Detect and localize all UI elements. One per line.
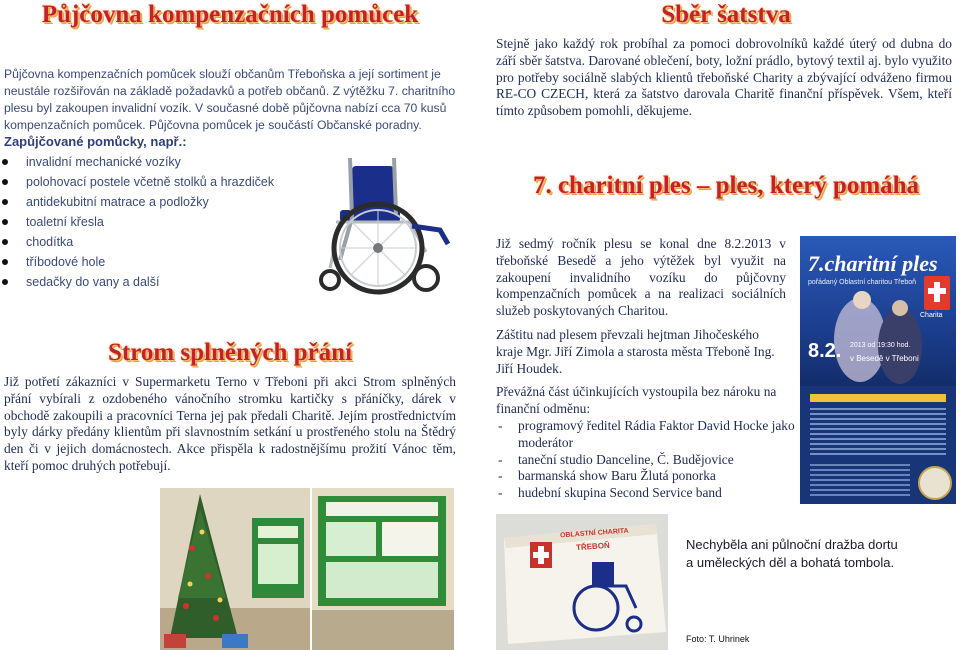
- list-item: invalidní mechanické vozíky: [0, 152, 290, 172]
- list-item: chodítka: [0, 232, 290, 252]
- ples-p2: Záštitu nad plesem převzali hejtman Jihočeského kraje Mgr. Jiří Zimola a starosta města Třeboně Ing. Jiří Houdek.: [496, 327, 775, 376]
- pujcovna-title: Půjčovna kompenzačních pomůcek: [41, 1, 419, 28]
- wheelchair-image: [300, 148, 456, 300]
- cake-photo: [496, 514, 668, 650]
- ples-note: Nechyběla ani půlnoční dražba dortu a uměleckých děl a bohatá tombola.: [686, 537, 898, 570]
- list-item: sedačky do vany a další: [0, 272, 290, 292]
- cake-text-line1: OBLASTNÍ CHARITA: [559, 527, 629, 540]
- strom-title: Strom splněných přání: [107, 339, 353, 366]
- poster-title: 7.charitní ples: [808, 251, 938, 276]
- list-item: - hudební skupina Second Service band: [496, 485, 796, 502]
- ball-poster: [800, 236, 956, 504]
- charity-poster-photo: [312, 488, 454, 650]
- photo-credit: Foto: T. Uhrinek: [686, 634, 750, 644]
- sber-text: Stejně jako každý rok probíhal za pomoci dobrovolníků každé úterý od dubna do září sběr šatstva. Darované oblečení, boty, ložní prádlo, bytový textil aj. bylo využito pro potřeby sociálně slabých klientů třeboňské Charity a zbývající odváženo firmou RE-CO CZECH, která za šatstvo darovala Charitě finanční příspěvek. Všem, kteří tímto způsobem pomohli, děkujeme.: [496, 36, 952, 119]
- list-item: antidekubitní matrace a podložky: [0, 192, 290, 212]
- list-item: toaletní křesla: [0, 212, 290, 232]
- list-item: - programový ředitel Rádia Faktor David Hocke jako moderátor: [496, 418, 796, 452]
- list-item: tříbodové hole: [0, 252, 290, 272]
- ples-p3: Převážná část účinkujících vystoupila bez nároku na finanční odměnu:: [496, 384, 777, 416]
- sber-title: Sběr šatstva: [661, 1, 791, 28]
- list-item: - barmanská show Baru Žlutá ponorka: [496, 468, 796, 485]
- pujcovna-subtitle: Zapůjčované pomůcky, např.:: [4, 134, 187, 149]
- charita-logo: [924, 276, 950, 310]
- poster-venue: v Besedě v Třeboni: [850, 354, 919, 363]
- ples-p1: Již sedmý ročník plesu se konal dne 8.2.2013 v třeboňské Besedě a jeho výtěžek byl využit na zakoupení invalidního vozíku do půjčovny kompenzačních pomůcek a na realizaci sociálních služeb poskytovaných Charitou.: [496, 236, 786, 319]
- strom-text: Již potřetí zákazníci v Supermarketu Terno v Třeboni při akci Strom splněných přání vybírali z ozdobeného vánočního stromku kartičky s přáníčky, dárek v obchodě zakoupili a pracovníci Terna jej pak předali Charitě. Jejím prostřednictvím byly dárky předány klientům při slavnostním setkání u prostřeného stolu na Štědrý den či v jejich domácnostech. Akce přispěla k radostnějšímu prožití Vánoc těm, kteří pomoc druhých potřebují.: [4, 374, 456, 473]
- list-item: polohovací postele včetně stolků a hrazdiček: [0, 172, 290, 192]
- poster-date-detail: 2013 od 19:30 hod.: [850, 342, 911, 349]
- list-item: - taneční studio Danceline, Č. Budějovice: [496, 452, 796, 469]
- christmas-tree-photo: [160, 488, 310, 650]
- ples-title: 7. charitní ples – ples, který pomáhá: [532, 172, 920, 199]
- poster-charita-label: Charita: [920, 312, 943, 319]
- pujcovna-intro: Půjčovna kompenzačních pomůcek slouží občanům Třeboňska a její sortiment je neustále rozšiřován na základě požadavků a potřeb občanů. Z výtěžku 7. charitního plesu byl zakoupen invalidní vozík. V současné době půjčovna nabízí cca 70 kusů kompenzačních pomůcek. Půjčovna pomůcek je součástí Občanské poradny.: [4, 67, 456, 132]
- poster-subtitle: pořádaný Oblastní charitou Třeboň: [808, 279, 917, 286]
- poster-date: 8.2.: [808, 340, 842, 362]
- performers-list: [496, 418, 796, 502]
- cake-text-line2: TŘEBOŇ: [575, 540, 611, 553]
- pujcovna-list: [0, 152, 290, 292]
